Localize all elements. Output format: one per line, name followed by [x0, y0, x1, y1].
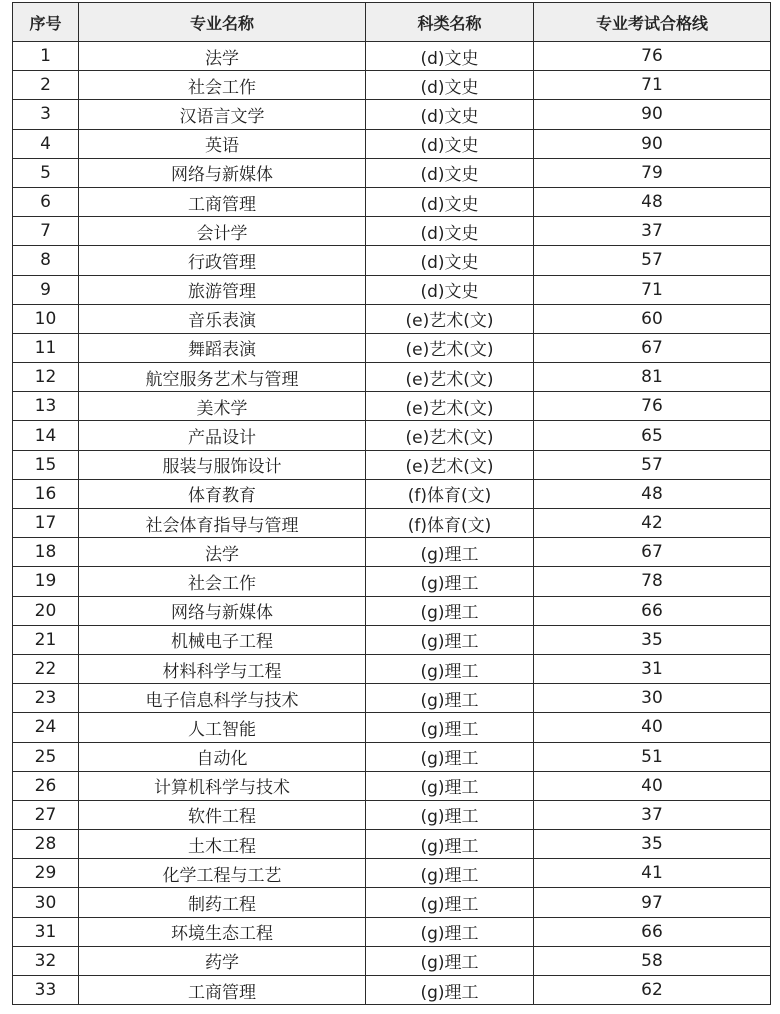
cell-major-name: 社会工作 — [79, 71, 366, 100]
cell-major-name: 药学 — [79, 946, 366, 975]
cell-category-name: (g)理工 — [366, 830, 534, 859]
cell-index: 22 — [13, 654, 79, 683]
cell-category-name: (e)艺术(文) — [366, 363, 534, 392]
cell-major-name: 航空服务艺术与管理 — [79, 363, 366, 392]
header-passing-score: 专业考试合格线 — [534, 3, 771, 42]
cell-passing-score: 31 — [534, 654, 771, 683]
table-row — [13, 742, 771, 771]
cell-major-name: 体育教育 — [79, 479, 366, 508]
cell-passing-score: 65 — [534, 421, 771, 450]
cell-major-name: 人工智能 — [79, 713, 366, 742]
table-row — [13, 333, 771, 362]
table-row — [13, 771, 771, 800]
cell-category-name: (e)艺术(文) — [366, 392, 534, 421]
cell-index: 28 — [13, 830, 79, 859]
cell-passing-score: 90 — [534, 100, 771, 129]
cell-major-name: 网络与新媒体 — [79, 596, 366, 625]
table-row — [13, 625, 771, 654]
cell-passing-score: 97 — [534, 888, 771, 917]
table-row — [13, 946, 771, 975]
cell-passing-score: 79 — [534, 158, 771, 187]
cell-passing-score: 67 — [534, 333, 771, 362]
table-row — [13, 158, 771, 187]
cell-passing-score: 90 — [534, 129, 771, 158]
cell-passing-score: 57 — [534, 246, 771, 275]
cell-passing-score: 66 — [534, 596, 771, 625]
table-row — [13, 71, 771, 100]
cell-major-name: 法学 — [79, 538, 366, 567]
cell-index: 14 — [13, 421, 79, 450]
cell-category-name: (g)理工 — [366, 917, 534, 946]
cell-index: 1 — [13, 42, 79, 71]
cell-category-name: (g)理工 — [366, 654, 534, 683]
cell-major-name: 汉语言文学 — [79, 100, 366, 129]
cell-passing-score: 58 — [534, 946, 771, 975]
header-major-name: 专业名称 — [79, 3, 366, 42]
cell-major-name: 服装与服饰设计 — [79, 450, 366, 479]
cell-category-name: (f)体育(文) — [366, 509, 534, 538]
cell-category-name: (d)文史 — [366, 158, 534, 187]
cell-category-name: (d)文史 — [366, 42, 534, 71]
table-row — [13, 304, 771, 333]
cell-major-name: 电子信息科学与技术 — [79, 684, 366, 713]
cell-category-name: (g)理工 — [366, 800, 534, 829]
cell-major-name: 美术学 — [79, 392, 366, 421]
cell-passing-score: 76 — [534, 392, 771, 421]
table-row — [13, 713, 771, 742]
cell-category-name: (g)理工 — [366, 976, 534, 1005]
cell-category-name: (g)理工 — [366, 946, 534, 975]
cell-passing-score: 51 — [534, 742, 771, 771]
score-table-container — [12, 2, 770, 1005]
cell-major-name: 软件工程 — [79, 800, 366, 829]
table-row — [13, 421, 771, 450]
table-row — [13, 888, 771, 917]
cell-major-name: 英语 — [79, 129, 366, 158]
cell-index: 18 — [13, 538, 79, 567]
header-index: 序号 — [13, 3, 79, 42]
cell-category-name: (d)文史 — [366, 71, 534, 100]
cell-index: 10 — [13, 304, 79, 333]
cell-major-name: 网络与新媒体 — [79, 158, 366, 187]
cell-passing-score: 66 — [534, 917, 771, 946]
cell-passing-score: 40 — [534, 771, 771, 800]
table-row — [13, 596, 771, 625]
cell-passing-score: 71 — [534, 275, 771, 304]
cell-passing-score: 78 — [534, 567, 771, 596]
cell-index: 13 — [13, 392, 79, 421]
cell-major-name: 旅游管理 — [79, 275, 366, 304]
table-row — [13, 917, 771, 946]
cell-index: 2 — [13, 71, 79, 100]
cell-passing-score: 60 — [534, 304, 771, 333]
cell-major-name: 社会工作 — [79, 567, 366, 596]
cell-category-name: (d)文史 — [366, 100, 534, 129]
cell-category-name: (d)文史 — [366, 129, 534, 158]
cell-index: 5 — [13, 158, 79, 187]
cell-category-name: (g)理工 — [366, 625, 534, 654]
cell-passing-score: 37 — [534, 217, 771, 246]
cell-index: 6 — [13, 187, 79, 216]
table-row — [13, 450, 771, 479]
cell-major-name: 产品设计 — [79, 421, 366, 450]
cell-major-name: 环境生态工程 — [79, 917, 366, 946]
table-row — [13, 538, 771, 567]
cell-index: 3 — [13, 100, 79, 129]
cell-category-name: (e)艺术(文) — [366, 421, 534, 450]
cell-index: 24 — [13, 713, 79, 742]
cell-major-name: 舞蹈表演 — [79, 333, 366, 362]
cell-index: 32 — [13, 946, 79, 975]
cell-category-name: (g)理工 — [366, 596, 534, 625]
cell-passing-score: 30 — [534, 684, 771, 713]
cell-major-name: 化学工程与工艺 — [79, 859, 366, 888]
table-row — [13, 800, 771, 829]
cell-category-name: (e)艺术(文) — [366, 304, 534, 333]
cell-category-name: (d)文史 — [366, 275, 534, 304]
cell-passing-score: 35 — [534, 830, 771, 859]
cell-index: 7 — [13, 217, 79, 246]
cell-major-name: 土木工程 — [79, 830, 366, 859]
table-row — [13, 129, 771, 158]
table-row — [13, 684, 771, 713]
cell-index: 19 — [13, 567, 79, 596]
cell-passing-score: 81 — [534, 363, 771, 392]
cell-major-name: 材料科学与工程 — [79, 654, 366, 683]
table-row — [13, 654, 771, 683]
cell-index: 4 — [13, 129, 79, 158]
cell-category-name: (g)理工 — [366, 859, 534, 888]
cell-category-name: (e)艺术(文) — [366, 333, 534, 362]
cell-major-name: 社会体育指导与管理 — [79, 509, 366, 538]
cell-passing-score: 62 — [534, 976, 771, 1005]
cell-passing-score: 67 — [534, 538, 771, 567]
cell-category-name: (g)理工 — [366, 713, 534, 742]
cell-index: 9 — [13, 275, 79, 304]
table-row — [13, 567, 771, 596]
cell-category-name: (g)理工 — [366, 771, 534, 800]
cell-index: 29 — [13, 859, 79, 888]
cell-passing-score: 37 — [534, 800, 771, 829]
table-row — [13, 392, 771, 421]
cell-index: 15 — [13, 450, 79, 479]
cell-category-name: (g)理工 — [366, 538, 534, 567]
cell-index: 31 — [13, 917, 79, 946]
table-row — [13, 859, 771, 888]
cell-major-name: 会计学 — [79, 217, 366, 246]
cell-major-name: 计算机科学与技术 — [79, 771, 366, 800]
cell-index: 26 — [13, 771, 79, 800]
passing-score-table — [12, 2, 771, 1005]
table-row — [13, 42, 771, 71]
cell-passing-score: 41 — [534, 859, 771, 888]
cell-index: 20 — [13, 596, 79, 625]
header-row — [13, 3, 771, 42]
cell-major-name: 自动化 — [79, 742, 366, 771]
cell-major-name: 行政管理 — [79, 246, 366, 275]
cell-major-name: 制药工程 — [79, 888, 366, 917]
cell-major-name: 法学 — [79, 42, 366, 71]
header-category-name: 科类名称 — [366, 3, 534, 42]
cell-passing-score: 76 — [534, 42, 771, 71]
table-row — [13, 217, 771, 246]
table-row — [13, 830, 771, 859]
cell-category-name: (g)理工 — [366, 684, 534, 713]
cell-index: 23 — [13, 684, 79, 713]
cell-passing-score: 40 — [534, 713, 771, 742]
cell-index: 11 — [13, 333, 79, 362]
cell-passing-score: 71 — [534, 71, 771, 100]
cell-passing-score: 48 — [534, 187, 771, 216]
cell-passing-score: 42 — [534, 509, 771, 538]
cell-passing-score: 48 — [534, 479, 771, 508]
cell-index: 8 — [13, 246, 79, 275]
table-row — [13, 100, 771, 129]
cell-major-name: 音乐表演 — [79, 304, 366, 333]
cell-major-name: 机械电子工程 — [79, 625, 366, 654]
cell-category-name: (f)体育(文) — [366, 479, 534, 508]
table-row — [13, 275, 771, 304]
cell-index: 30 — [13, 888, 79, 917]
table-row — [13, 246, 771, 275]
cell-index: 27 — [13, 800, 79, 829]
table-header — [13, 3, 771, 42]
cell-index: 25 — [13, 742, 79, 771]
cell-category-name: (g)理工 — [366, 567, 534, 596]
cell-index: 33 — [13, 976, 79, 1005]
table-row — [13, 479, 771, 508]
cell-category-name: (d)文史 — [366, 246, 534, 275]
cell-index: 16 — [13, 479, 79, 508]
table-row — [13, 363, 771, 392]
cell-category-name: (g)理工 — [366, 888, 534, 917]
cell-index: 12 — [13, 363, 79, 392]
table-row — [13, 509, 771, 538]
cell-major-name: 工商管理 — [79, 976, 366, 1005]
table-row — [13, 187, 771, 216]
cell-category-name: (d)文史 — [366, 187, 534, 216]
cell-index: 21 — [13, 625, 79, 654]
cell-category-name: (d)文史 — [366, 217, 534, 246]
table-body — [13, 42, 771, 1005]
cell-major-name: 工商管理 — [79, 187, 366, 216]
cell-passing-score: 57 — [534, 450, 771, 479]
cell-index: 17 — [13, 509, 79, 538]
cell-passing-score: 35 — [534, 625, 771, 654]
cell-category-name: (g)理工 — [366, 742, 534, 771]
cell-category-name: (e)艺术(文) — [366, 450, 534, 479]
table-row — [13, 976, 771, 1005]
